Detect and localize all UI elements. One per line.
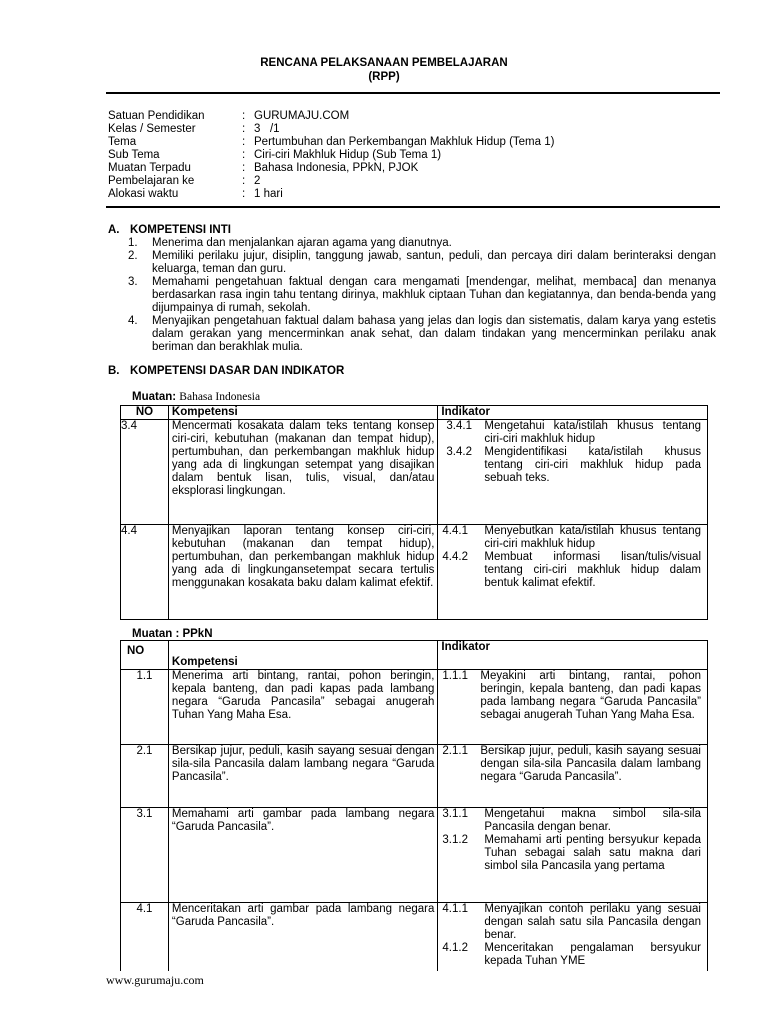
kompetensi-inti-list (128, 237, 716, 354)
cell-indikator (438, 808, 708, 903)
list-item: 1. Menerima dan menjalankan ajaran agama yang dianutnya. (128, 237, 452, 249)
top-rule (106, 92, 720, 94)
indikator-item: 1.1.1 Meyakini arti bintang, rantai, pohon beringin, kepala banteng, dan padi kapas pada lambang negara “Garuda Pancasila” sebagai anugerah Tuhan Yang Maha Esa. (442, 670, 701, 721)
cell-no: 4.1 (121, 903, 169, 972)
identity-block (108, 110, 708, 201)
meta-row: Muatan Terpadu : Bahasa Indonesia, PPkN, PJOK (108, 162, 419, 174)
meta-row: Sub Tema : Ciri-ciri Makhluk Hidup (Sub Tema 1) (108, 149, 442, 161)
meta-row: Satuan Pendidikan : GURUMAJU.COM (108, 110, 350, 122)
doc-title: RENCANA PELAKSANAAN PEMBELAJARAN (260, 57, 508, 69)
cell-indikator (438, 670, 708, 745)
muatan-bahasa-indonesia: Muatan: Bahasa Indonesia (132, 391, 261, 403)
cell-no: 3.4 (121, 420, 169, 525)
cell-no: 1.1 (121, 670, 169, 745)
meta-row: Tema : Pertumbuhan dan Perkembangan Makhluk Hidup (Tema 1) (108, 136, 555, 148)
header-no: NO (121, 406, 169, 420)
cell-kompetensi: Bersikap jujur, peduli, kasih sayang sesuai dengan sila-sila Pancasila dalam lambang negara “Garuda Pancasila”. (168, 745, 437, 808)
header-indikator: Indikator (438, 406, 708, 420)
cell-no: 2.1 (121, 745, 169, 808)
meta-row: Pembelajaran ke : 2 (108, 175, 261, 187)
cell-kompetensi: Memahami arti gambar pada lambang negara “Garuda Pancasila”. (168, 808, 437, 903)
cell-indikator (438, 420, 708, 525)
doc-subtitle: (RPP) (368, 71, 400, 83)
meta-row: Alokasi waktu : 1 hari (108, 188, 283, 200)
cell-kompetensi: Mencermati kosakata dalam teks tentang konsep ciri-ciri, kebutuhan (makanan dan tempat hidup), pertumbuhan, dan perkembangan makhluk hidup yang ada di lingkungan setempat yang disajikan dalam bentuk lisan, tulis, visual, dan/atau eksplorasi lingkungan. (168, 420, 438, 525)
table-row (121, 525, 708, 620)
meta-rule (106, 206, 720, 208)
table-row (121, 745, 708, 808)
cell-kompetensi: Menceritakan arti gambar pada lambang negara “Garuda Pancasila”. (168, 903, 437, 972)
cell-kompetensi: Menerima arti bintang, rantai, pohon beringin, kepala banteng, dan padi kapas pada lambang negara “Garuda Pancasila” sebagai anugerah Tuhan Yang Maha Esa. (168, 670, 437, 745)
muatan-ppkn: Muatan : PPkN (132, 628, 213, 640)
indikator-item: 3.1.2 Memahami arti penting bersyukur kepada Tuhan sebagai salah satu makna dari simbol sila Pancasila yang pertama (442, 834, 701, 872)
header-kompetensi: Kompetensi (168, 406, 438, 420)
header-indikator: Indikator (438, 641, 708, 670)
cell-no: 4.4 (121, 525, 169, 620)
table-row (121, 808, 708, 903)
meta-row: Kelas / Semester : 3 /1 (108, 123, 280, 135)
indikator-item: 3.4.1 Mengetahui kata/istilah khusus tentang ciri-ciri makhluk hidup (446, 420, 701, 445)
cell-indikator (438, 745, 708, 808)
list-item: 2. Memiliki perilaku jujur, disiplin, tanggung jawab, santun, peduli, dan percaya diri dalam berinteraksi dengan keluarga, teman dan guru. (128, 250, 716, 275)
indikator-item: 3.1.1 Mengetahui makna simbol sila-sila Pancasila dengan benar. (442, 808, 701, 833)
cell-indikator (438, 903, 708, 972)
table-ppkn (120, 640, 708, 971)
cell-kompetensi: Menyajikan laporan tentang konsep ciri-ciri, kebutuhan (makanan dan tempat hidup), pertumbuhan, dan perkembangan makhluk hidup yang ada di lingkungansetempat secara tertulis menggunakan kosakata baku dalam kalimat efektif. (168, 525, 438, 620)
cell-no: 3.1 (121, 808, 169, 903)
table-row (121, 420, 708, 525)
list-item: 3. Memahami pengetahuan faktual dengan cara mengamati [mendengar, melihat, membaca] dan menanya berdasarkan rasa ingin tahu tentang dirinya, makhluk ciptaan Tuhan dan kegiatannya, dan benda-benda yang dijumpainya di rumah, sekolah. (128, 276, 716, 314)
indikator-item: 2.1.1 Bersikap jujur, peduli, kasih sayang sesuai dengan sila-sila Pancasila dalam lambang negara “Garuda Pancasila”. (442, 745, 701, 783)
table-row (121, 670, 708, 745)
indikator-item: 4.4.1 Menyebutkan kata/istilah khusus tentang ciri-ciri makhluk hidup (442, 525, 701, 550)
indikator-item: 3.4.2 Mengidentifikasi kata/istilah khusus tentang ciri-ciri makhluk hidup pada sebuah teks. (446, 446, 701, 484)
footer-url: www.gurumaju.com (106, 973, 204, 987)
cell-indikator (438, 525, 708, 620)
indikator-item: 4.4.2 Membuat informasi lisan/tulis/visual tentang ciri-ciri makhluk hidup dalam bentuk kalimat efektif. (442, 551, 701, 589)
table-header-row (121, 406, 708, 420)
header-kompetensi: Kompetensi (168, 641, 437, 670)
table-row (121, 903, 708, 972)
section-a-heading: A. KOMPETENSI INTI (108, 224, 231, 236)
list-item: 4. Menyajikan pengetahuan faktual dalam bahasa yang jelas dan logis dan sistematis, dalam karya yang estetis dalam gerakan yang mencerminkan anak sehat, dan dalam tindakan yang mencerminkan perilaku anak beriman dan berakhlak mulia. (128, 315, 716, 353)
section-b-heading: B. KOMPETENSI DASAR DAN INDIKATOR (108, 365, 345, 377)
header-no: NO (121, 641, 169, 670)
table-bahasa-indonesia (120, 405, 708, 620)
table-header-row (121, 641, 708, 670)
indikator-item: 4.1.1 Menyajikan contoh perilaku yang sesuai dengan salah satu sila Pancasila dengan benar. (442, 903, 701, 941)
indikator-item: 4.1.2 Menceritakan pengalaman bersyukur kepada Tuhan YME (442, 942, 701, 967)
